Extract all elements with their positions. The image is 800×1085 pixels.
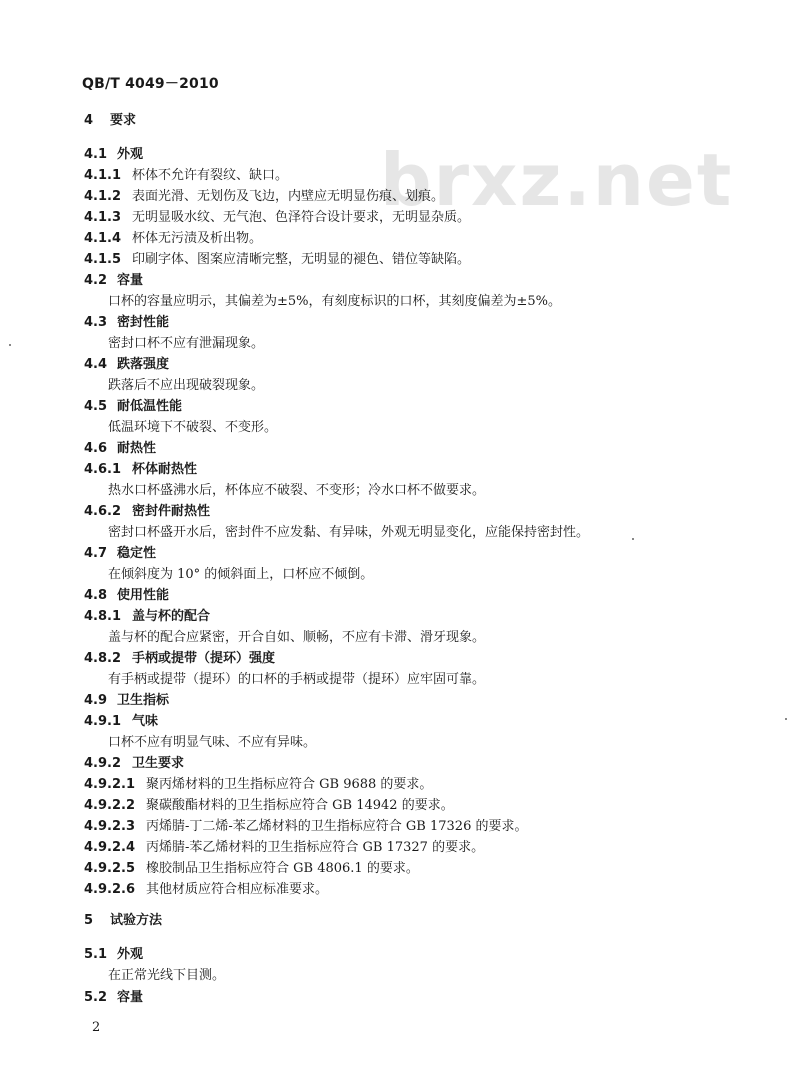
- clause-number: 4.6.1: [84, 462, 122, 477]
- clause-number: 4.8.1: [84, 609, 122, 624]
- clause-text: 杯体无污渍及析出物。: [132, 231, 263, 246]
- clause-number: 5.2: [84, 990, 108, 1005]
- clause-heading: 容量: [117, 273, 144, 288]
- clause-number: 4.1.4: [84, 231, 122, 246]
- clause-number: 5.1: [84, 947, 108, 962]
- clause-number: 4.9.2.2: [84, 798, 135, 813]
- clause-number: 4.1.3: [84, 210, 122, 225]
- clause-text: 在倾斜度为 10° 的倾斜面上，口杯应不倾倒。: [108, 567, 374, 582]
- clause-text: 密封口杯不应有泄漏现象。: [108, 336, 265, 351]
- clause-number: 4.8: [84, 588, 108, 603]
- clause-heading: 密封件耐热性: [132, 504, 211, 519]
- clause-text: 低温环境下不破裂、不变形。: [108, 420, 278, 435]
- clause-number: 4.9.2.1: [84, 777, 135, 792]
- page-number: 2: [92, 1020, 101, 1035]
- clause-text: 在正常光线下目测。: [108, 968, 226, 983]
- clause-heading: 耐低温性能: [117, 399, 183, 414]
- clause-text: 橡胶制品卫生指标应符合 GB 4806.1 的要求。: [146, 861, 419, 876]
- clause-text: 丙烯腈-苯乙烯材料的卫生指标应符合 GB 17327 的要求。: [146, 840, 485, 855]
- clause-number: 4.1.2: [84, 189, 122, 204]
- clause-number: 4.3: [84, 315, 108, 330]
- clause-text: 盖与杯的配合应紧密，开合自如、顺畅，不应有卡滞、滑牙现象。: [108, 630, 486, 645]
- scan-speck: [785, 718, 787, 720]
- clause-text: 印刷字体、图案应清晰完整，无明显的褪色、错位等缺陷。: [132, 252, 471, 267]
- clause-number: 4.2: [84, 273, 108, 288]
- clause-number: 4.9.2.6: [84, 882, 135, 897]
- clause-number: 4: [84, 113, 94, 128]
- clause-text: 跌落后不应出现破裂现象。: [108, 378, 265, 393]
- clause-number: 4.8.2: [84, 651, 122, 666]
- clause-text: 其他材质应符合相应标准要求。: [146, 882, 329, 897]
- clause-text: 有手柄或提带（提环）的口杯的手柄或提带（提环）应牢固可靠。: [108, 672, 486, 687]
- clause-heading: 盖与杯的配合: [132, 609, 211, 624]
- clause-heading: 密封性能: [117, 315, 170, 330]
- clause-text: 聚碳酸酯材料的卫生指标应符合 GB 14942 的要求。: [146, 798, 454, 813]
- clause-number: 4.7: [84, 546, 108, 561]
- clause-heading: 跌落强度: [117, 357, 170, 372]
- clause-heading: 要求: [110, 113, 137, 128]
- clause-number: 4.1.1: [84, 168, 122, 183]
- clause-number: 4.1.5: [84, 252, 122, 267]
- clause-text: 口杯不应有明显气味、不应有异味。: [108, 735, 317, 750]
- clause-number: 4.9.2: [84, 756, 122, 771]
- clause-heading: 手柄或提带（提环）强度: [132, 651, 276, 666]
- clause-heading: 杯体耐热性: [132, 462, 198, 477]
- clause-heading: 使用性能: [117, 588, 170, 603]
- clause-heading: 耐热性: [117, 441, 157, 456]
- clause-number: 4.9.2.5: [84, 861, 135, 876]
- watermark: brxz.net: [380, 138, 734, 222]
- clause-number: 4.4: [84, 357, 108, 372]
- clause-number: 4.6: [84, 441, 108, 456]
- clause-number: 4.9.2.4: [84, 840, 135, 855]
- clause-text: 密封口杯盛开水后，密封件不应发黏、有异味，外观无明显变化，应能保持密封性。: [108, 525, 590, 540]
- clause-text: 热水口杯盛沸水后，杯体应不破裂、不变形；冷水口杯不做要求。: [108, 483, 486, 498]
- clause-text: 聚丙烯材料的卫生指标应符合 GB 9688 的要求。: [146, 777, 433, 792]
- standard-code-header: QB/T 4049－2010: [82, 76, 219, 92]
- scan-speck: [632, 538, 634, 540]
- clause-number: 4.6.2: [84, 504, 122, 519]
- clause-heading: 气味: [132, 714, 159, 729]
- clause-text: 丙烯腈-丁二烯-苯乙烯材料的卫生指标应符合 GB 17326 的要求。: [146, 819, 528, 834]
- clause-heading: 外观: [117, 147, 144, 162]
- scan-speck: [9, 344, 11, 346]
- clause-heading: 试验方法: [110, 913, 163, 928]
- clause-heading: 容量: [117, 990, 144, 1005]
- clause-text: 无明显吸水纹、无气泡、色泽符合设计要求，无明显杂质。: [132, 210, 471, 225]
- clause-number: 5: [84, 913, 94, 928]
- clause-heading: 卫生指标: [117, 693, 170, 708]
- clause-number: 4.5: [84, 399, 108, 414]
- clause-heading: 外观: [117, 947, 144, 962]
- clause-heading: 稳定性: [117, 546, 157, 561]
- clause-text: 杯体不允许有裂纹、缺口。: [132, 168, 289, 183]
- clause-number: 4.9.1: [84, 714, 122, 729]
- clause-number: 4.1: [84, 147, 108, 162]
- clause-number: 4.9.2.3: [84, 819, 135, 834]
- clause-heading: 卫生要求: [132, 756, 185, 771]
- clause-text: 表面光滑、无划伤及飞边，内壁应无明显伤痕、划痕。: [132, 189, 445, 204]
- clause-number: 4.9: [84, 693, 108, 708]
- clause-text: 口杯的容量应明示，其偏差为±5%，有刻度标识的口杯，其刻度偏差为±5%。: [108, 294, 562, 309]
